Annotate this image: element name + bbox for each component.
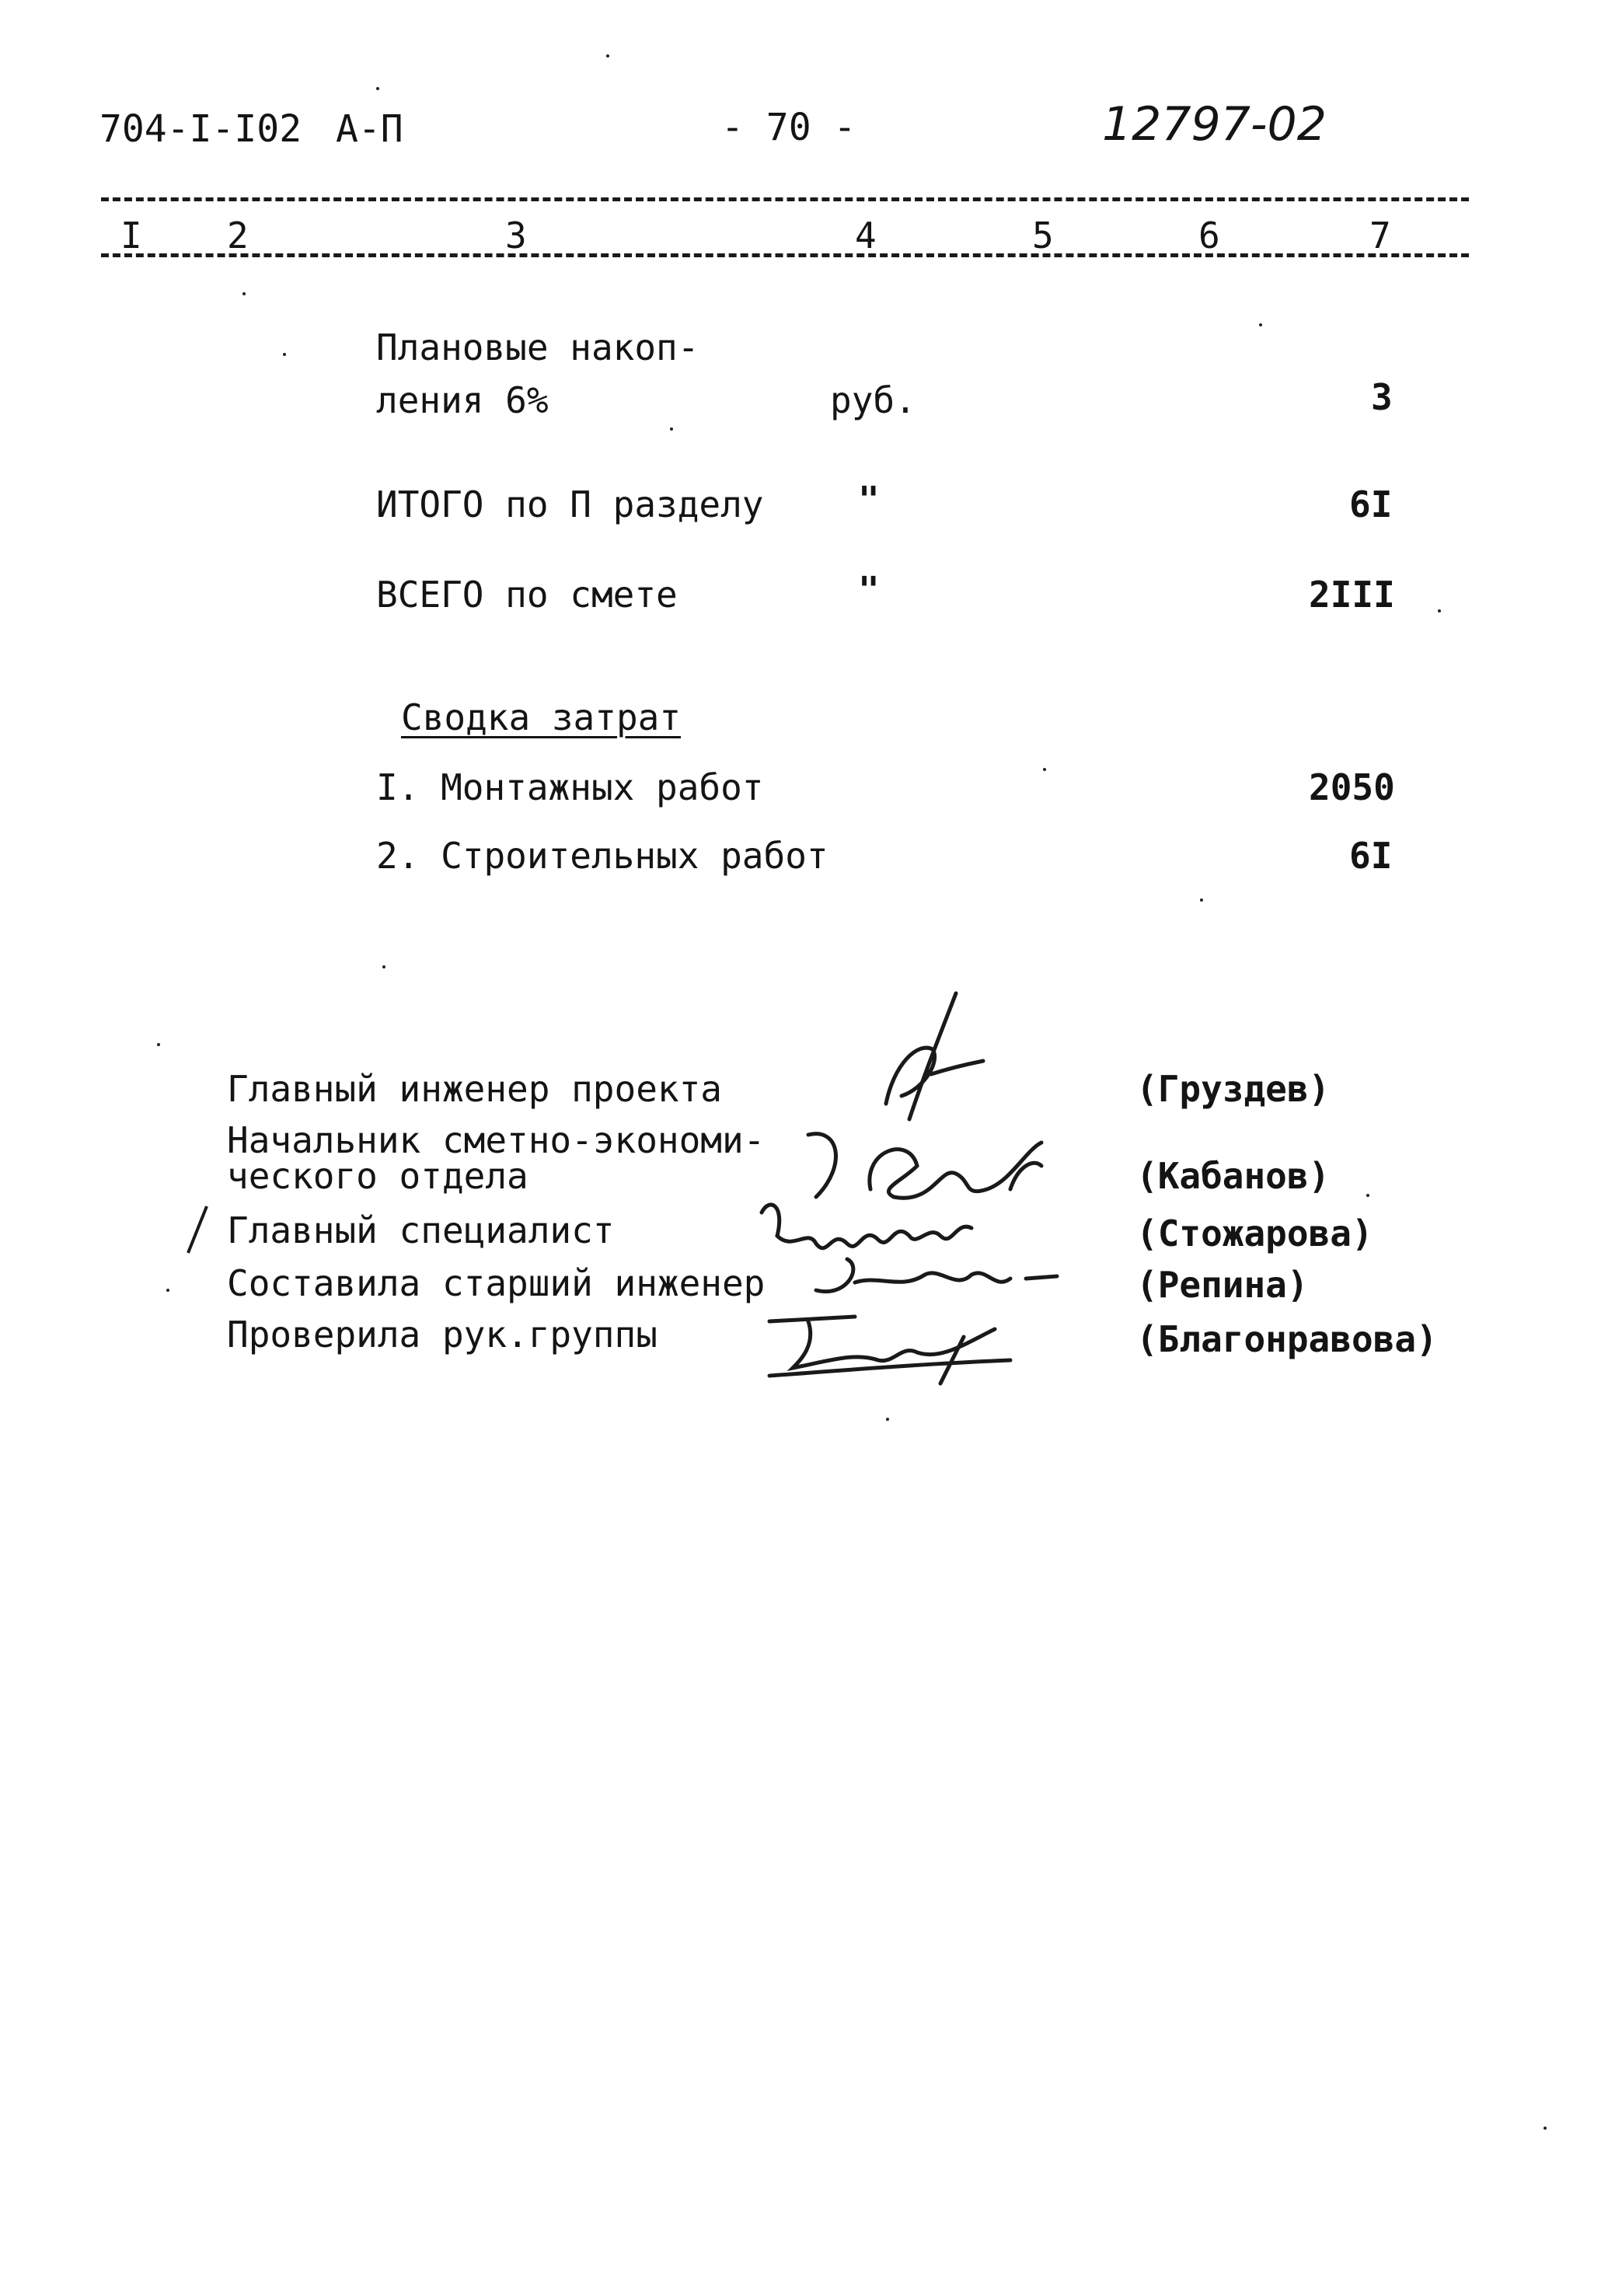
summary-title: Сводка затрат [401,696,682,738]
signatory-name: (Груздев) [1136,1068,1331,1110]
scan-speck [382,965,385,968]
row-planned-savings-name-1: Плановые накоп- [376,326,699,368]
scan-speck [376,87,379,90]
signatory-role: Проверила рук.группы [227,1314,658,1356]
page-number: - 70 - [721,106,856,149]
row-planned-savings-name-2: ления 6% [376,379,549,421]
row-total-estimate-unit: " [858,569,880,611]
summary-item-label: 2. Строительных работ [376,835,828,877]
scan-speck [166,1289,169,1292]
row-planned-savings-unit: руб. [830,379,916,421]
header-rule-bottom [101,253,1469,257]
signatory-name: (Благонравова) [1136,1318,1438,1360]
row-total-estimate-value: 2III [1309,574,1395,616]
scan-speck [1438,609,1441,612]
column-number: I [120,215,142,256]
scan-speck [157,1043,160,1046]
scan-speck [1200,899,1203,902]
row-total-section2-unit: " [858,479,880,521]
header-rule-top [101,197,1469,201]
signatory-name: (Репина) [1136,1264,1309,1306]
signature-group-leader [762,1298,1026,1391]
margin-tick-mark [183,1203,215,1258]
row-planned-savings-value: 3 [1371,376,1393,418]
summary-item-value: 2050 [1309,766,1395,808]
signatory-role-cont: ческого отдела [227,1155,528,1197]
summary-item-value: 6I [1349,835,1393,877]
signatory-name: (Кабанов) [1136,1155,1331,1197]
scan-speck [670,427,673,431]
signatory-role: Главный инженер проекта [227,1068,722,1110]
scan-speck [242,292,246,295]
signatory-role: Составила старший инженер [227,1262,766,1304]
scan-speck [1543,2127,1547,2130]
column-number: 6 [1198,215,1220,256]
scan-speck [886,1418,889,1421]
sheet-label: А-П [336,107,403,151]
signatory-role: Начальник сметно-экономи- [227,1119,766,1161]
column-number: 7 [1369,215,1391,256]
column-number: 4 [855,215,877,256]
scan-speck [283,353,286,356]
row-total-section2-value: 6I [1349,483,1393,525]
scan-speck [606,54,609,58]
signatory-role: Главный специалист [227,1209,615,1251]
inventory-number: 12797-02 [1102,97,1327,152]
column-number: 2 [227,215,249,256]
signatory-name: (Стожарова) [1136,1213,1373,1254]
signature-chief-engineer [839,987,995,1135]
doc-code: 704-I-I02 [99,107,302,151]
column-number: 5 [1032,215,1054,256]
column-number: 3 [505,215,527,256]
row-total-estimate-name: ВСЕГО по смете [376,574,678,616]
scan-speck [1043,768,1046,771]
row-total-section2-name: ИТОГО по П разделу [376,483,764,525]
summary-item-label: I. Монтажных работ [376,766,764,808]
scan-speck [1366,1194,1369,1197]
scan-speck [1259,323,1262,326]
